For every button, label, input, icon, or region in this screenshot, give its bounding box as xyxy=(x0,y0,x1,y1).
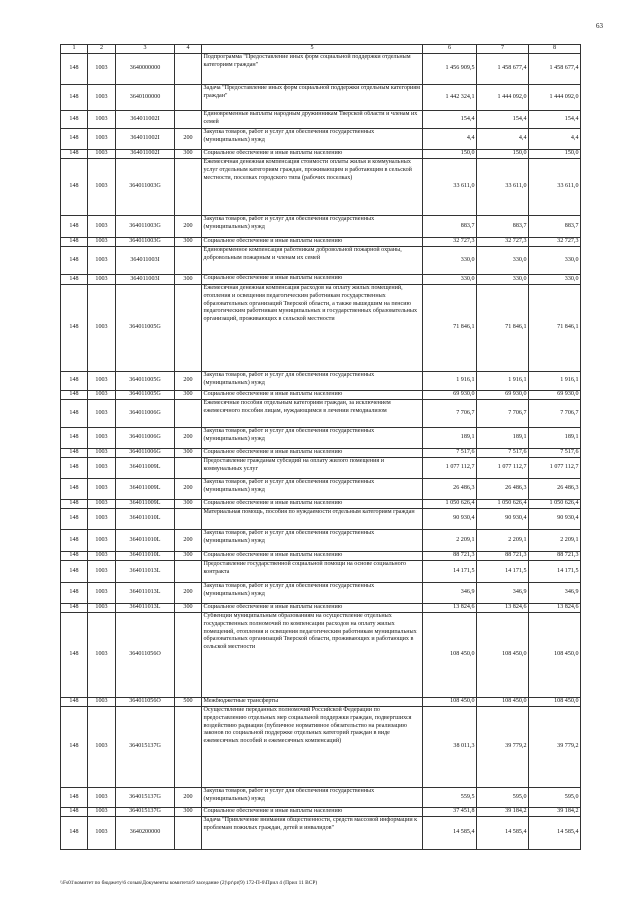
table-row xyxy=(61,808,581,817)
admin-code-cell: 148 xyxy=(61,216,88,238)
amount-year1-cell: 37 451,8 xyxy=(423,808,477,817)
target-article-cell: 364011056O xyxy=(116,698,175,707)
amount-year2-cell: 13 824,6 xyxy=(477,604,529,613)
admin-code-cell: 148 xyxy=(61,500,88,509)
amount-year1-cell: 26 486,3 xyxy=(423,479,477,500)
section-code-cell: 1003 xyxy=(88,400,116,428)
section-code-cell: 1003 xyxy=(88,391,116,400)
description-cell: Единовременные выплаты народным дружинникам Тверской области и членам их семей xyxy=(202,111,423,129)
admin-code-cell: 148 xyxy=(61,285,88,372)
amount-year3-cell: 69 930,0 xyxy=(529,391,581,400)
admin-code-cell: 148 xyxy=(61,707,88,788)
amount-year1-cell: 88 721,3 xyxy=(423,552,477,561)
budget-table xyxy=(60,44,581,850)
target-article-cell: 364011005G xyxy=(116,372,175,391)
amount-year2-cell: 1 077 112,7 xyxy=(477,458,529,479)
expense-type-cell: 300 xyxy=(175,150,202,159)
description-cell: Закупка товаров, работ и услуг для обеспечения государственных (муниципальных) нужд xyxy=(202,788,423,808)
admin-code-cell: 148 xyxy=(61,247,88,275)
amount-year2-cell: 4,4 xyxy=(477,129,529,150)
admin-code-cell: 148 xyxy=(61,808,88,817)
description-cell: Задача "Привлечение внимания общественности, средств массовой информации к проблемам пожилых граждан, детей и инвалидов" xyxy=(202,817,423,850)
header-cell: 4 xyxy=(175,45,202,54)
amount-year1-cell: 71 846,1 xyxy=(423,285,477,372)
target-article-cell: 3640100000 xyxy=(116,85,175,111)
target-article-cell: 364011006G xyxy=(116,449,175,458)
expense-type-cell: 500 xyxy=(175,698,202,707)
expense-type-cell: 200 xyxy=(175,372,202,391)
admin-code-cell: 148 xyxy=(61,509,88,530)
expense-type-cell xyxy=(175,159,202,216)
description-cell: Ежемесячная денежная компенсация расходов на оплату жилых помещений, отопления и освещения педагогическим работникам государственных образовательных организаций Тверской области, а также вышедшим на пенсию педагогическим работникам муниципальных и государственных образовательных организаций, проживающих в сельской местности xyxy=(202,285,423,372)
amount-year1-cell: 4,4 xyxy=(423,129,477,150)
description-cell: Субвенции муниципальным образованиям на осуществление отдельных государственных полномочий по компенсации расходов на оплату жилых помещений, отопления и освещения педагогическим работникам муниципальных образовательных организаций Тверской области, проживающих и работающих в сельской местности xyxy=(202,613,423,698)
section-code-cell: 1003 xyxy=(88,159,116,216)
description-cell: Закупка товаров, работ и услуг для обеспечения государственных (муниципальных) нужд xyxy=(202,583,423,604)
target-article-cell: 364011009L xyxy=(116,479,175,500)
section-code-cell: 1003 xyxy=(88,275,116,285)
section-code-cell: 1003 xyxy=(88,698,116,707)
target-article-cell: 364015137G xyxy=(116,707,175,788)
column-number-header-row xyxy=(61,45,581,54)
admin-code-cell: 148 xyxy=(61,561,88,583)
amount-year3-cell: 108 450,0 xyxy=(529,613,581,698)
admin-code-cell: 148 xyxy=(61,698,88,707)
target-article-cell: 364015137G xyxy=(116,788,175,808)
header-cell: 5 xyxy=(202,45,423,54)
target-article-cell: 364011005G xyxy=(116,285,175,372)
amount-year3-cell: 108 450,0 xyxy=(529,698,581,707)
target-article-cell: 364011003I xyxy=(116,275,175,285)
amount-year1-cell: 559,5 xyxy=(423,788,477,808)
header-cell: 3 xyxy=(116,45,175,54)
amount-year2-cell: 39 184,2 xyxy=(477,808,529,817)
target-article-cell: 364011010L xyxy=(116,530,175,552)
table-row xyxy=(61,391,581,400)
amount-year2-cell: 346,9 xyxy=(477,583,529,604)
amount-year2-cell: 595,0 xyxy=(477,788,529,808)
amount-year3-cell: 2 209,1 xyxy=(529,530,581,552)
description-cell: Социальное обеспечение и иные выплаты населению xyxy=(202,238,423,247)
table-row xyxy=(61,247,581,275)
section-code-cell: 1003 xyxy=(88,238,116,247)
table-row xyxy=(61,449,581,458)
target-article-cell: 364011010L xyxy=(116,509,175,530)
expense-type-cell: 300 xyxy=(175,808,202,817)
amount-year1-cell: 330,0 xyxy=(423,247,477,275)
amount-year3-cell: 88 721,3 xyxy=(529,552,581,561)
section-code-cell: 1003 xyxy=(88,500,116,509)
target-article-cell: 364011013L xyxy=(116,561,175,583)
amount-year2-cell: 189,1 xyxy=(477,428,529,449)
target-article-cell: 364011003G xyxy=(116,238,175,247)
admin-code-cell: 148 xyxy=(61,604,88,613)
admin-code-cell: 148 xyxy=(61,583,88,604)
admin-code-cell: 148 xyxy=(61,391,88,400)
table-row xyxy=(61,85,581,111)
amount-year3-cell: 883,7 xyxy=(529,216,581,238)
amount-year3-cell: 1 444 092,0 xyxy=(529,85,581,111)
admin-code-cell: 148 xyxy=(61,530,88,552)
table-row xyxy=(61,372,581,391)
file-path-footer: \\Fs01\комитет по бюджету\6 созыв\Документы комитета\9 заседание (2)\pr\pr(9) 172-П-6\Прил 4 (Прил 11 ВСР) xyxy=(60,880,318,886)
table-row xyxy=(61,817,581,850)
table-row xyxy=(61,216,581,238)
expense-type-cell xyxy=(175,85,202,111)
description-cell: Социальное обеспечение и иные выплаты населению xyxy=(202,391,423,400)
table-row xyxy=(61,275,581,285)
description-cell: Социальное обеспечение и иные выплаты населению xyxy=(202,449,423,458)
expense-type-cell: 300 xyxy=(175,275,202,285)
section-code-cell: 1003 xyxy=(88,509,116,530)
amount-year2-cell: 150,0 xyxy=(477,150,529,159)
amount-year1-cell: 1 456 909,5 xyxy=(423,54,477,85)
amount-year3-cell: 1 050 626,4 xyxy=(529,500,581,509)
amount-year1-cell: 346,9 xyxy=(423,583,477,604)
description-cell: Ежемесячные пособия отдельным категориям граждан, за исключением ежемесячного пособия лицам, нуждающимся в лечении гемодиализом xyxy=(202,400,423,428)
amount-year3-cell: 90 930,4 xyxy=(529,509,581,530)
header-cell: 2 xyxy=(88,45,116,54)
amount-year2-cell: 32 727,3 xyxy=(477,238,529,247)
section-code-cell: 1003 xyxy=(88,428,116,449)
section-code-cell: 1003 xyxy=(88,583,116,604)
admin-code-cell: 148 xyxy=(61,479,88,500)
amount-year1-cell: 1 050 626,4 xyxy=(423,500,477,509)
amount-year2-cell: 1 458 677,4 xyxy=(477,54,529,85)
header-cell: 6 xyxy=(423,45,477,54)
amount-year2-cell: 883,7 xyxy=(477,216,529,238)
amount-year1-cell: 1 077 112,7 xyxy=(423,458,477,479)
description-cell: Социальное обеспечение и иные выплаты населению xyxy=(202,604,423,613)
target-article-cell: 364011003G xyxy=(116,216,175,238)
admin-code-cell: 148 xyxy=(61,372,88,391)
expense-type-cell xyxy=(175,400,202,428)
table-row xyxy=(61,500,581,509)
section-code-cell: 1003 xyxy=(88,479,116,500)
amount-year1-cell: 7 706,7 xyxy=(423,400,477,428)
amount-year1-cell: 14 585,4 xyxy=(423,817,477,850)
amount-year2-cell: 108 450,0 xyxy=(477,613,529,698)
description-cell: Закупка товаров, работ и услуг для обеспечения государственных (муниципальных) нужд xyxy=(202,129,423,150)
section-code-cell: 1003 xyxy=(88,54,116,85)
section-code-cell: 1003 xyxy=(88,561,116,583)
description-cell: Социальное обеспечение и иные выплаты населению xyxy=(202,500,423,509)
description-cell: Социальное обеспечение и иные выплаты населению xyxy=(202,808,423,817)
description-cell: Осуществление переданных полномочий Российской Федерации по предоставлению отдельных мер социальной поддержки граждан, подвергшихся воздействию радиации (публичное нормативное обязательство на реализацию законов по социальной поддержке отдельных категорий граждан в виде ежемесячных пособий и ежемесячных компенсаций) xyxy=(202,707,423,788)
amount-year3-cell: 4,4 xyxy=(529,129,581,150)
target-article-cell: 3640200000 xyxy=(116,817,175,850)
target-article-cell: 364011003G xyxy=(116,159,175,216)
target-article-cell: 364011002I xyxy=(116,129,175,150)
description-cell: Закупка товаров, работ и услуг для обеспечения государственных (муниципальных) нужд xyxy=(202,372,423,391)
expense-type-cell: 200 xyxy=(175,583,202,604)
description-cell: Закупка товаров, работ и услуг для обеспечения государственных (муниципальных) нужд xyxy=(202,530,423,552)
section-code-cell: 1003 xyxy=(88,604,116,613)
section-code-cell: 1003 xyxy=(88,458,116,479)
admin-code-cell: 148 xyxy=(61,449,88,458)
amount-year3-cell: 14 171,5 xyxy=(529,561,581,583)
table-row xyxy=(61,509,581,530)
amount-year1-cell: 7 517,6 xyxy=(423,449,477,458)
amount-year1-cell: 69 930,0 xyxy=(423,391,477,400)
table-row xyxy=(61,238,581,247)
expense-type-cell: 200 xyxy=(175,479,202,500)
table-row xyxy=(61,604,581,613)
expense-type-cell: 300 xyxy=(175,449,202,458)
amount-year2-cell: 71 846,1 xyxy=(477,285,529,372)
table-row xyxy=(61,788,581,808)
amount-year2-cell: 2 209,1 xyxy=(477,530,529,552)
expense-type-cell xyxy=(175,707,202,788)
table-row xyxy=(61,583,581,604)
admin-code-cell: 148 xyxy=(61,400,88,428)
amount-year1-cell: 1 916,1 xyxy=(423,372,477,391)
amount-year2-cell: 7 706,7 xyxy=(477,400,529,428)
amount-year1-cell: 13 824,6 xyxy=(423,604,477,613)
section-code-cell: 1003 xyxy=(88,817,116,850)
target-article-cell: 364011009L xyxy=(116,500,175,509)
amount-year2-cell: 108 450,0 xyxy=(477,698,529,707)
section-code-cell: 1003 xyxy=(88,449,116,458)
amount-year1-cell: 33 611,0 xyxy=(423,159,477,216)
amount-year2-cell: 33 611,0 xyxy=(477,159,529,216)
description-cell: Подпрограмма "Предоставление иных форм социальной поддержки отдельным категориям граждан" xyxy=(202,54,423,85)
admin-code-cell: 148 xyxy=(61,238,88,247)
expense-type-cell: 300 xyxy=(175,552,202,561)
expense-type-cell xyxy=(175,111,202,129)
amount-year2-cell: 39 779,2 xyxy=(477,707,529,788)
expense-type-cell: 300 xyxy=(175,238,202,247)
admin-code-cell: 148 xyxy=(61,111,88,129)
target-article-cell: 364011010L xyxy=(116,552,175,561)
expense-type-cell: 300 xyxy=(175,500,202,509)
amount-year3-cell: 39 779,2 xyxy=(529,707,581,788)
table-row xyxy=(61,552,581,561)
section-code-cell: 1003 xyxy=(88,216,116,238)
target-article-cell: 3640000000 xyxy=(116,54,175,85)
amount-year3-cell: 14 585,4 xyxy=(529,817,581,850)
amount-year1-cell: 90 930,4 xyxy=(423,509,477,530)
expense-type-cell: 200 xyxy=(175,129,202,150)
amount-year3-cell: 1 077 112,7 xyxy=(529,458,581,479)
amount-year3-cell: 7 706,7 xyxy=(529,400,581,428)
admin-code-cell: 148 xyxy=(61,54,88,85)
amount-year3-cell: 39 184,2 xyxy=(529,808,581,817)
amount-year2-cell: 1 916,1 xyxy=(477,372,529,391)
section-code-cell: 1003 xyxy=(88,129,116,150)
section-code-cell: 1003 xyxy=(88,247,116,275)
amount-year2-cell: 88 721,3 xyxy=(477,552,529,561)
table-row xyxy=(61,530,581,552)
section-code-cell: 1003 xyxy=(88,707,116,788)
amount-year2-cell: 14 171,5 xyxy=(477,561,529,583)
amount-year2-cell: 90 930,4 xyxy=(477,509,529,530)
expense-type-cell: 200 xyxy=(175,530,202,552)
header-cell: 8 xyxy=(529,45,581,54)
expense-type-cell: 300 xyxy=(175,391,202,400)
amount-year1-cell: 330,0 xyxy=(423,275,477,285)
description-cell: Единовременное компенсация работникам добровольной пожарной охраны, добровольным пожарным и членам их семей xyxy=(202,247,423,275)
expense-type-cell xyxy=(175,458,202,479)
expense-type-cell: 200 xyxy=(175,788,202,808)
amount-year1-cell: 154,4 xyxy=(423,111,477,129)
amount-year3-cell: 189,1 xyxy=(529,428,581,449)
amount-year3-cell: 26 486,3 xyxy=(529,479,581,500)
amount-year2-cell: 14 585,4 xyxy=(477,817,529,850)
admin-code-cell: 148 xyxy=(61,428,88,449)
section-code-cell: 1003 xyxy=(88,285,116,372)
amount-year3-cell: 330,0 xyxy=(529,275,581,285)
admin-code-cell: 148 xyxy=(61,458,88,479)
table-row xyxy=(61,54,581,85)
table-row xyxy=(61,479,581,500)
amount-year3-cell: 7 517,6 xyxy=(529,449,581,458)
section-code-cell: 1003 xyxy=(88,530,116,552)
expense-type-cell xyxy=(175,285,202,372)
amount-year2-cell: 154,4 xyxy=(477,111,529,129)
amount-year1-cell: 32 727,3 xyxy=(423,238,477,247)
amount-year2-cell: 330,0 xyxy=(477,247,529,275)
amount-year3-cell: 346,9 xyxy=(529,583,581,604)
admin-code-cell: 148 xyxy=(61,85,88,111)
section-code-cell: 1003 xyxy=(88,552,116,561)
table-row xyxy=(61,159,581,216)
table-row xyxy=(61,150,581,159)
target-article-cell: 364011002I xyxy=(116,150,175,159)
description-cell: Межбюджетные трансферты xyxy=(202,698,423,707)
amount-year3-cell: 33 611,0 xyxy=(529,159,581,216)
table-row xyxy=(61,111,581,129)
amount-year1-cell: 2 209,1 xyxy=(423,530,477,552)
amount-year2-cell: 330,0 xyxy=(477,275,529,285)
table-body xyxy=(61,45,581,850)
expense-type-cell xyxy=(175,817,202,850)
expense-type-cell: 200 xyxy=(175,216,202,238)
admin-code-cell: 148 xyxy=(61,817,88,850)
admin-code-cell: 148 xyxy=(61,275,88,285)
amount-year2-cell: 1 444 092,0 xyxy=(477,85,529,111)
admin-code-cell: 148 xyxy=(61,613,88,698)
amount-year1-cell: 883,7 xyxy=(423,216,477,238)
table-row xyxy=(61,698,581,707)
section-code-cell: 1003 xyxy=(88,613,116,698)
table-row xyxy=(61,400,581,428)
expense-type-cell xyxy=(175,613,202,698)
target-article-cell: 364011013L xyxy=(116,604,175,613)
amount-year2-cell: 1 050 626,4 xyxy=(477,500,529,509)
description-cell: Ежемесячная денежная компенсация стоимости оплаты жилья и коммунальных услуг отдельным категориям граждан, проживающим и работающим в сельской местности, поселках городского типа (рабочих поселках) xyxy=(202,159,423,216)
amount-year1-cell: 189,1 xyxy=(423,428,477,449)
description-cell: Социальное обеспечение и иные выплаты населению xyxy=(202,275,423,285)
amount-year2-cell: 26 486,3 xyxy=(477,479,529,500)
amount-year3-cell: 150,0 xyxy=(529,150,581,159)
target-article-cell: 364011003I xyxy=(116,247,175,275)
header-cell: 1 xyxy=(61,45,88,54)
admin-code-cell: 148 xyxy=(61,788,88,808)
amount-year2-cell: 7 517,6 xyxy=(477,449,529,458)
amount-year3-cell: 330,0 xyxy=(529,247,581,275)
admin-code-cell: 148 xyxy=(61,159,88,216)
description-cell: Материальная помощь, пособия по нуждаемости отдельным категориям граждан xyxy=(202,509,423,530)
expense-type-cell xyxy=(175,561,202,583)
section-code-cell: 1003 xyxy=(88,808,116,817)
amount-year1-cell: 1 442 324,1 xyxy=(423,85,477,111)
target-article-cell: 364011009L xyxy=(116,458,175,479)
description-cell: Социальное обеспечение и иные выплаты населению xyxy=(202,552,423,561)
admin-code-cell: 148 xyxy=(61,129,88,150)
table-row xyxy=(61,458,581,479)
amount-year3-cell: 154,4 xyxy=(529,111,581,129)
description-cell: Задача "Предоставление иных форм социальной поддержки отдельным категориям граждан" xyxy=(202,85,423,111)
target-article-cell: 364011013L xyxy=(116,583,175,604)
admin-code-cell: 148 xyxy=(61,150,88,159)
header-cell: 7 xyxy=(477,45,529,54)
target-article-cell: 364015137G xyxy=(116,808,175,817)
target-article-cell: 364011006G xyxy=(116,400,175,428)
description-cell: Закупка товаров, работ и услуг для обеспечения государственных (муниципальных) нужд xyxy=(202,428,423,449)
description-cell: Закупка товаров, работ и услуг для обеспечения государственных (муниципальных) нужд xyxy=(202,479,423,500)
section-code-cell: 1003 xyxy=(88,85,116,111)
table-row xyxy=(61,285,581,372)
description-cell: Социальное обеспечение и иные выплаты населению xyxy=(202,150,423,159)
table-row xyxy=(61,428,581,449)
target-article-cell: 364011005G xyxy=(116,391,175,400)
expense-type-cell xyxy=(175,509,202,530)
table-row xyxy=(61,129,581,150)
description-cell: Предоставление государственной социальной помощи на основе социального контракта xyxy=(202,561,423,583)
section-code-cell: 1003 xyxy=(88,372,116,391)
table-row xyxy=(61,613,581,698)
expense-type-cell: 200 xyxy=(175,428,202,449)
target-article-cell: 364011056O xyxy=(116,613,175,698)
expense-type-cell: 300 xyxy=(175,604,202,613)
expense-type-cell xyxy=(175,247,202,275)
amount-year3-cell: 32 727,3 xyxy=(529,238,581,247)
description-cell: Предоставление гражданам субсидий на оплату жилого помещения и коммунальных услуг xyxy=(202,458,423,479)
page-number: 63 xyxy=(596,22,603,30)
amount-year1-cell: 108 450,0 xyxy=(423,698,477,707)
section-code-cell: 1003 xyxy=(88,111,116,129)
table-row xyxy=(61,561,581,583)
amount-year3-cell: 595,0 xyxy=(529,788,581,808)
amount-year1-cell: 150,0 xyxy=(423,150,477,159)
amount-year2-cell: 69 930,0 xyxy=(477,391,529,400)
expense-type-cell xyxy=(175,54,202,85)
target-article-cell: 364011006G xyxy=(116,428,175,449)
amount-year1-cell: 14 171,5 xyxy=(423,561,477,583)
amount-year3-cell: 1 916,1 xyxy=(529,372,581,391)
amount-year1-cell: 108 450,0 xyxy=(423,613,477,698)
admin-code-cell: 148 xyxy=(61,552,88,561)
table-row xyxy=(61,707,581,788)
amount-year3-cell: 1 458 677,4 xyxy=(529,54,581,85)
section-code-cell: 1003 xyxy=(88,150,116,159)
section-code-cell: 1003 xyxy=(88,788,116,808)
target-article-cell: 364011002I xyxy=(116,111,175,129)
description-cell: Закупка товаров, работ и услуг для обеспечения государственных (муниципальных) нужд xyxy=(202,216,423,238)
amount-year3-cell: 71 846,1 xyxy=(529,285,581,372)
amount-year3-cell: 13 824,6 xyxy=(529,604,581,613)
amount-year1-cell: 38 011,3 xyxy=(423,707,477,788)
